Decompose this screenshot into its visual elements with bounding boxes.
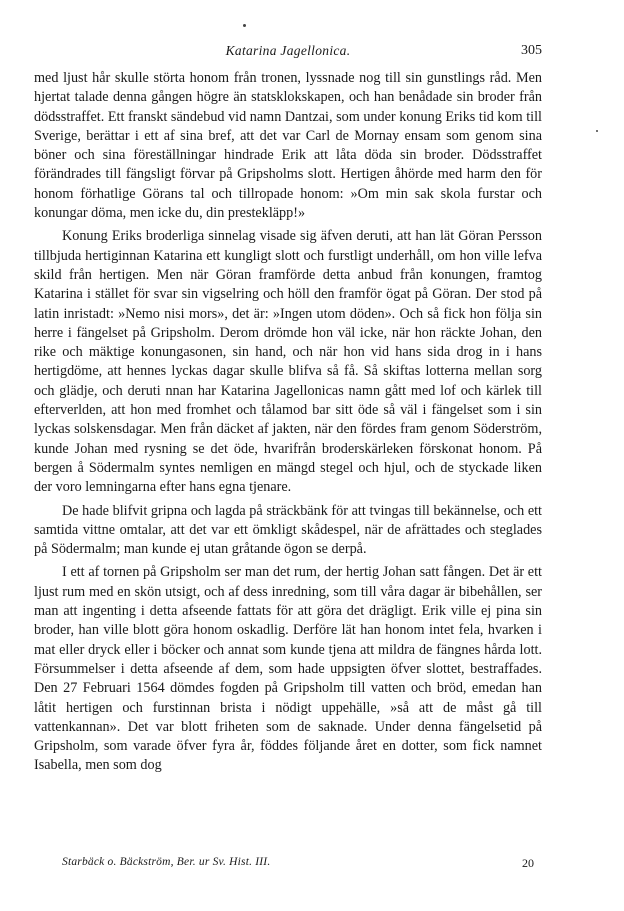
- ink-speck: [596, 130, 598, 132]
- signature-number: 20: [522, 856, 534, 870]
- paragraph-1: med ljust hår skulle störta honom från tronen, lyssnade nog till sin gunstlings råd. Men hjertat talade denna gången högre än statsklokskapen, och han benådade sin broder från dödsstraffet. Ett franskt sändebud vid namn Dantzai, som under konung Eriks tid kom till Sverige, berättar i ett af sina bref, att det var Carl de Mornay ensam som genom sina böner och sina föreställningar hindrade Erik att låta döda sin broder. Dödsstraffet förändrades till fängsligt förvar på Gripsholms slott. Hertigen åhörde med harm den för honom förhatlige Görans tal och tillropade honom: »Om min sak skola furstar och konungar döma, men icke du, din prestekläpp!»: [34, 70, 542, 222]
- page-header: [34, 43, 542, 63]
- page-footer: [62, 856, 534, 874]
- page-number: 305: [521, 43, 542, 58]
- paragraph-2: Konung Eriks broderliga sinnelag visade sig äfven deruti, att han lät Göran Persson tillbjuda hertiginnan Katarina ett kungligt slott och furstligt underhåll, om hon ville lefva skild från hertigen. Men när Göran framförde detta anbud från konungen, framtog Katarina i stället för svar sin vigselring och höll den framför ögat på Göran. Der stod på latin inristadt: »Nemo nisi mors», det är: »Ingen utom döden». Och så fick hon följa sin herre i fängelset på Gripsholm. Derom drömde hon väl icke, när hon räckte Johan, den rike och mäktige konungasonen, sin hand, och när hon vid hans sida drog in i hans hertigdöme, att hennes lyckas dagar skulle blifva så få. Så skiftas lotterna mellan sorg och glädje, och deruti nnan har Katarina Jagellonicas namn gått med lof och kärlek till efterverlden, att hon med fromhet och tålamod bar sitt öde så väl i fängelset som i sin lyckas solskensdagar. Men från däcket af jakten, när den fördes fram genom Söderström, kunde Johan med rysning se det öde, hvarifrån broderskärleken förskonat honom. På bergen å Södermalm syntes nemligen en mängd stegel och hjul, och de styckade liken der voro lemningarna efter hans egna tjenare.: [34, 228, 542, 496]
- paragraph-3: De hade blifvit gripna och lagda på sträckbänk för att tvingas till bekännelse, och ett samtida vittne omtalar, att det var ett ömkligt skådespel, när de afrättades och steglades på Södermalm; man kunde ej utan gråtande ögon se derpå.: [34, 502, 542, 558]
- ink-speck: [243, 24, 246, 27]
- signature-mark: Starbäck o. Bäckström, Ber. ur Sv. Hist. III.: [62, 856, 271, 868]
- running-title: Katarina Jagellonica.: [225, 43, 351, 58]
- body-text: [34, 69, 542, 776]
- paragraph-4: I ett af tornen på Gripsholm ser man det rum, der hertig Johan satt fången. Det är ett ljust rum med en skön utsigt, och af dess inredning, som till våra dagar är bibehållen, ser man att ingenting i detta afseende fattats för att göra det drägligt. Erik ville ej pina sin broder, han ville blott göra honom oskadlig. Derföre lät han honom intet fela, hvarken i mat eller dryck eller i böcker och annat som kunde tjena att mildra de fängnes hårda lott. Försummelser i detta afseende af dem, som hade uppsigten öfver slottet, bestraffades. Den 27 Februari 1564 dömdes fogden på Gripsholm till vatten och bröd, emedan han låtit hertigen och furstinnan brista i nödigt uppehälle, »så att de måst gå till vattenkannan». Det var blott friheten som de saknade. Under denna fängelsetid på Gripsholm, som varade öfver fyra år, föddes följande året en dotter, som fick namnet Isabella, men som dog: [34, 564, 542, 774]
